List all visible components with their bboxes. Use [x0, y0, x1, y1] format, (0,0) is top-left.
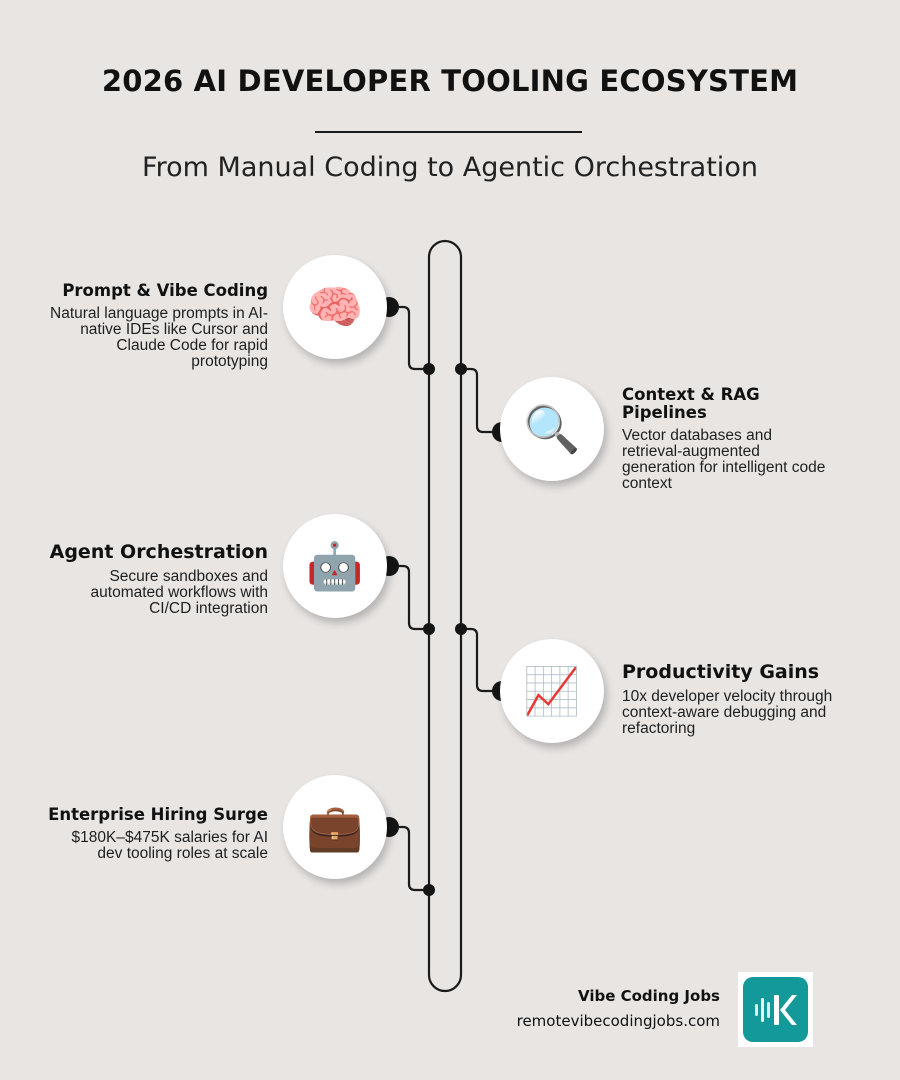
step-title: Prompt & Vibe Coding: [62, 281, 268, 300]
connector-context-rag: [461, 369, 502, 432]
step-context-rag-pipelines: [622, 386, 842, 492]
step-title: Agent Orchestration: [49, 541, 268, 563]
step-description: Secure sandboxes and automated workflows with CI/CD integration: [90, 567, 268, 617]
connector-dot-track: [423, 623, 435, 635]
connector-dot-track: [423, 884, 435, 896]
connector-productivity-gains: [461, 629, 502, 691]
page-subtitle: From Manual Coding to Agentic Orchestration: [142, 152, 758, 183]
magnifying-glass-icon: 🔍: [500, 377, 604, 481]
connector-enterprise-hiring: [389, 827, 429, 890]
step-productivity-gains: [622, 662, 852, 737]
connector-dot-track: [455, 623, 467, 635]
footer-website-link[interactable]: remotevibecodingjobs.com: [516, 1012, 720, 1030]
timeline-track: [429, 241, 461, 991]
chart-increasing-icon: 📈: [500, 639, 604, 743]
logo-mark-svg: [754, 992, 798, 1028]
brand-logo: [738, 972, 813, 1047]
step-agent-orchestration: [28, 542, 268, 617]
step-description: 10x developer velocity through context-aware debugging and refactoring: [622, 687, 833, 737]
page-title: 2026 AI DEVELOPER TOOLING ECOSYSTEM: [101, 64, 799, 98]
step-description: Natural language prompts in AI-native IDEs like Cursor and Claude Code for rapid prototyping: [50, 305, 268, 371]
step-description: Vector databases and retrieval-augmented generation for intelligent code context: [622, 427, 826, 493]
briefcase-icon: 💼: [283, 775, 387, 879]
connector-agent-orchestration: [389, 566, 429, 629]
vibe-coding-jobs-logo-icon: [743, 977, 808, 1042]
step-title: Productivity Gains: [622, 661, 820, 683]
connector-dot-track: [455, 363, 467, 375]
footer-brand-name: Vibe Coding Jobs: [577, 987, 720, 1005]
connector-prompt-vibe-coding: [389, 307, 429, 369]
brain-icon: 🧠: [283, 255, 387, 359]
step-prompt-vibe-coding: [28, 282, 268, 370]
step-enterprise-hiring-surge: [28, 806, 268, 862]
step-title: Enterprise Hiring Surge: [48, 805, 268, 824]
step-title: Context & RAG Pipelines: [622, 385, 760, 423]
connector-dot-track: [423, 363, 435, 375]
robot-icon: 🤖: [283, 514, 387, 618]
step-description: $180K–$475K salaries for AI dev tooling roles at scale: [71, 829, 268, 863]
